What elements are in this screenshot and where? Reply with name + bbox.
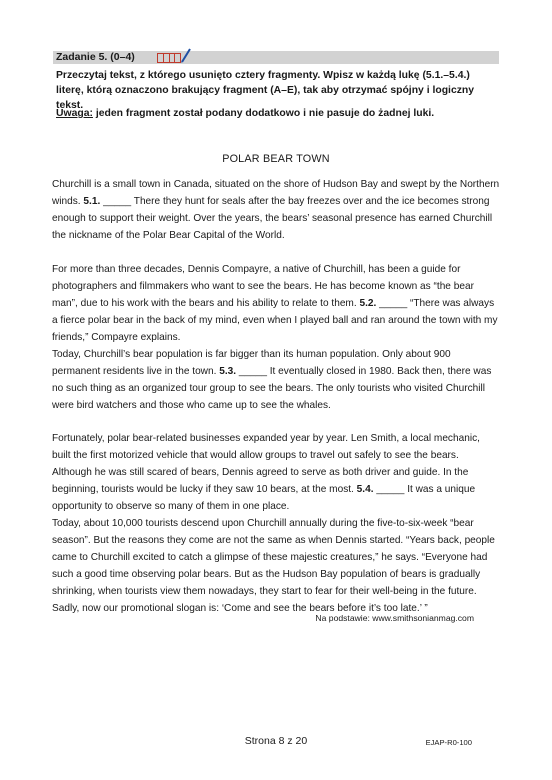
paragraph-2: For more than three decades, Dennis Compayre, a native of Churchill, has been a guide for photographers and filmmakers who want to see the bears. He has become known as “the bear man”, due to his work with the bears and his ability to relate to them. 5.2. _____ “There was always a fierce polar bear in the back of my mind, even when I played ball and ran around the town with my friends,” Compayre explains.	[52, 264, 498, 343]
gap-label: 5.1.	[83, 195, 101, 207]
page-number: Strona 8 z 20	[244, 735, 308, 747]
pencil-icon	[180, 47, 192, 63]
task-title: Zadanie 5. (0–4)	[56, 51, 135, 63]
score-boxes	[157, 53, 181, 63]
paragraph-3: Today, Churchill’s bear population is far bigger than its human population. Only about 900 permanent residents live in the town. 5.3. _____ It eventually closed in 1980. Back then, there was no such thing as an organized tour group to see the bears. The only tourists who visited Churchill were bird watchers and those who came up to see the whales.	[52, 349, 492, 411]
task-note	[56, 107, 486, 122]
note-text: jeden fragment został podany dodatkowo i nie pasuje do żadnej luki.	[92, 108, 435, 119]
gap-label: 5.4.	[356, 483, 374, 495]
gap-blank: _____	[103, 195, 132, 207]
gap-label: 5.2.	[359, 297, 377, 309]
note-label: Uwaga:	[56, 108, 93, 119]
gap-label: 5.3.	[219, 365, 237, 377]
source-citation: Na podstawie: www.smithsonianmag.com	[315, 613, 474, 623]
gap-blank: _____	[376, 483, 405, 495]
paragraph-1: Churchill is a small town in Canada, situated on the shore of Hudson Bay and swept by the Northern winds. 5.1. _____ There they hunt for seals after the bay freezes over and the ice becomes strong enough to support their weight. Over the years, the bears’ seasonal presence has earned Churchill the nickname of the Polar Bear Capital of the World.	[52, 179, 500, 241]
task-instruction: Przeczytaj tekst, z którego usunięto cztery fragmenty. Wpisz w każdą lukę (5.1.–5.4.) literę, którą oznaczono brakujący fragment (A–E), tak aby otrzymać spójny i logiczny tekst.	[56, 70, 475, 111]
gap-blank: _____	[379, 297, 408, 309]
gap-blank: _____	[238, 365, 267, 377]
exam-code: EJAP-R0-100	[425, 738, 472, 747]
article-title: POLAR BEAR TOWN	[222, 153, 330, 165]
paragraph-4: Fortunately, polar bear-related businesses expanded year by year. Len Smith, a local mechanic, built the first motorized vehicle that would allow groups to travel out safely to see the bears. Although he was still scared of bears, Dennis agreed to serve as both driver and guide. In the beginning, tourists would be lucky if they saw 10 bears, at the most. 5.4. _____ It was a unique opportunity to observe so many of them in one place.	[52, 433, 480, 512]
paragraph-5: Today, about 10,000 tourists descend upon Churchill annually during the five-to-six-week “bear season”. But the reasons they come are not the same as when Dennis started. “Years back, people came to Churchill excited to catch a glimpse of these majestic creatures,” he says. “Everyone had such a good time observing polar bears. But as the Hudson Bay population of bears is gradually shrinking, when tourists view them nowadays, they start to fear for their well-being in the future. Sadly, now our promotional slogan is: ‘Come and see the bears before it’s too late.’ ”	[52, 518, 495, 614]
